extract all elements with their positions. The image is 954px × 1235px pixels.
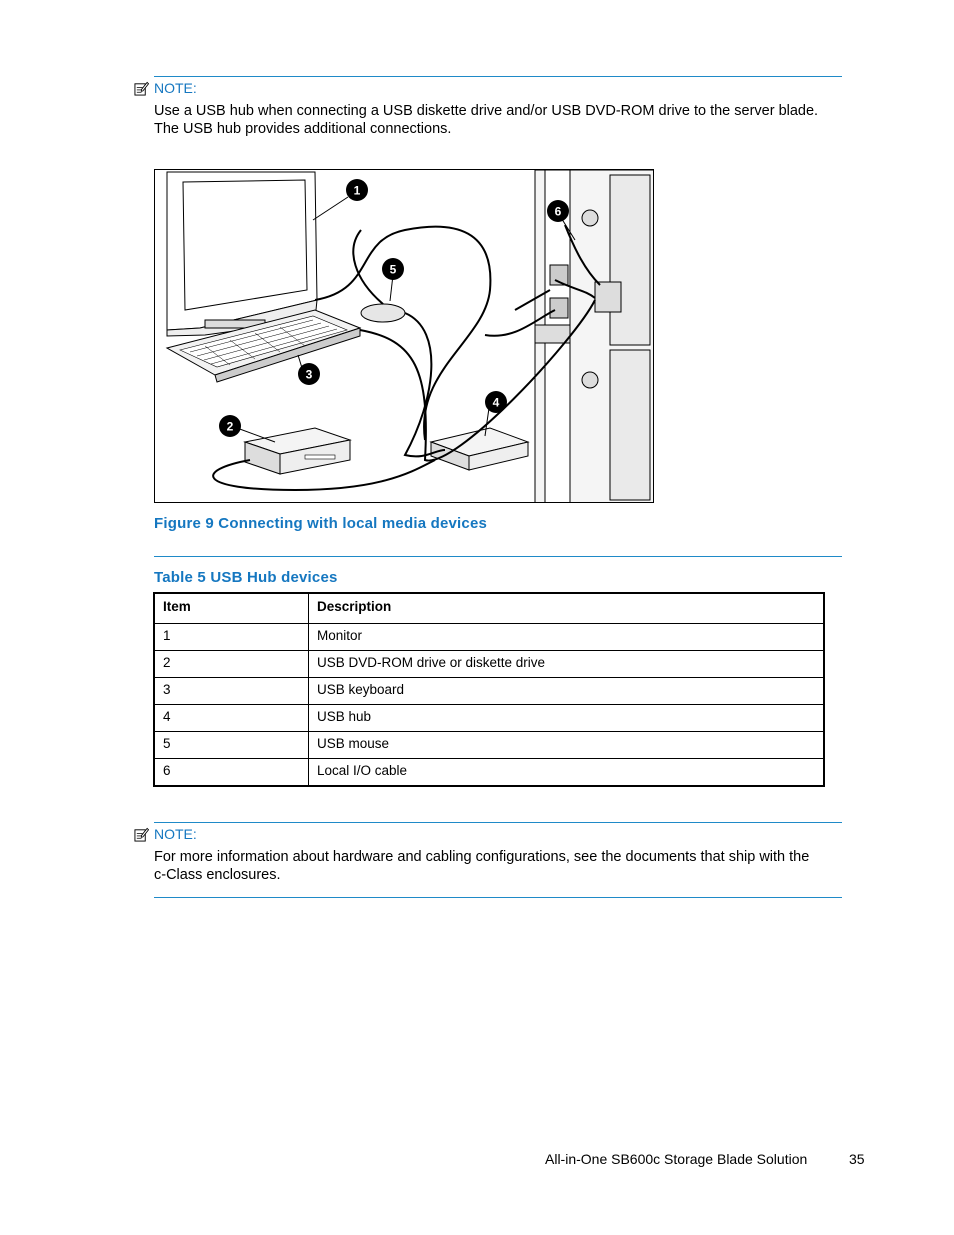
callout-4 [485,391,507,413]
table-row [154,651,824,678]
cell-item: 6 [154,759,309,787]
cell-item: 3 [154,678,309,705]
cell-item: 4 [154,705,309,732]
note2-header [134,826,197,842]
table-row [154,732,824,759]
note2-label: NOTE: [154,826,197,842]
cell-description: USB hub [309,705,825,732]
usb-hub-devices-table [153,592,825,787]
callout-1 [346,179,368,201]
note-label: NOTE: [154,80,197,96]
cell-description: USB mouse [309,732,825,759]
callout-6 [547,200,569,222]
svg-text:4: 4 [492,395,500,410]
cell-description: Monitor [309,624,825,651]
table-row [154,759,824,787]
cell-item: 5 [154,732,309,759]
dvd-drive-drawing [245,428,350,474]
cell-item: 1 [154,624,309,651]
note-text: Use a USB hub when connecting a USB diskette drive and/or USB DVD-ROM drive to the server blade. The USB hub provides additional connections. [154,103,819,137]
header-description: Description [309,593,825,624]
table-row [154,624,824,651]
note-header [134,80,197,96]
figure-connecting-local-media [154,169,654,503]
svg-text:2: 2 [226,419,234,434]
cell-item: 2 [154,651,309,678]
note2-text: For more information about hardware and cabling configurations, see the documents that ship with the c-Class enclosures. [154,849,810,883]
table-caption: Table 5 USB Hub devices [154,569,338,586]
mouse-drawing [361,304,405,322]
svg-text:5: 5 [389,262,397,277]
cell-description: USB DVD-ROM drive or diskette drive [309,651,825,678]
note-pencil-icon [134,827,149,842]
usb-hub-drawing [431,428,528,470]
footer-title: All-in-One SB600c Storage Blade Solution [545,1151,808,1167]
svg-text:1: 1 [353,183,361,198]
note-top-rule [154,76,842,77]
table-header-row [154,593,824,624]
cell-description: Local I/O cable [309,759,825,787]
table-row [154,678,824,705]
callout-3 [298,363,320,385]
callout-2 [219,415,241,437]
svg-text:6: 6 [554,204,562,219]
figure-caption: Figure 9 Connecting with local media devices [154,515,488,532]
table-row [154,705,824,732]
header-item: Item [154,593,309,624]
note2-top-rule [154,822,842,823]
table-top-rule [154,556,842,557]
page-number: 35 [849,1151,865,1167]
svg-text:3: 3 [305,367,313,382]
monitor-drawing [167,172,317,336]
callout-5 [382,258,404,280]
note2-bottom-rule [154,897,842,898]
connection-diagram [155,170,654,503]
note-pencil-icon [134,81,149,96]
cell-description: USB keyboard [309,678,825,705]
